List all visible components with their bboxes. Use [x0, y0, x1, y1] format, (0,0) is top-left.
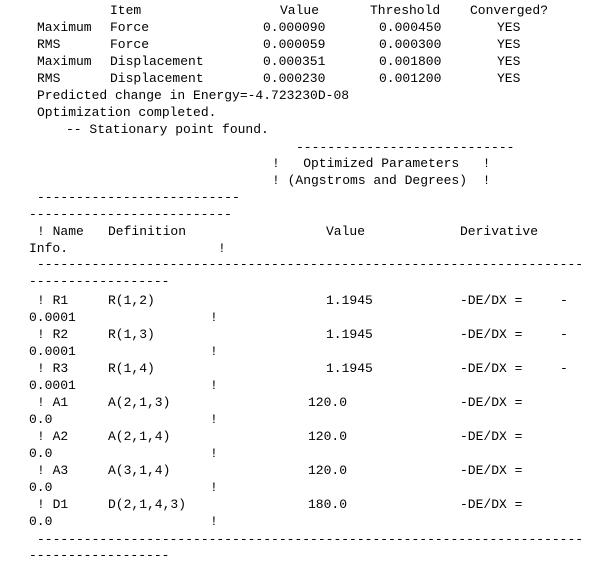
parameters-box-rule-2: --------------------------: [29, 207, 232, 222]
table-header-derivative: Derivative: [460, 224, 539, 239]
table-row-value: 180.0: [308, 497, 348, 512]
table-row-definition: R(1,3): [108, 327, 155, 342]
convergence-row-converged: YES: [497, 20, 521, 35]
convergence-row-threshold: 0.000450: [379, 20, 442, 35]
table-row-bang: !: [210, 378, 218, 393]
table-row-dash: -: [560, 293, 568, 308]
stationary-point-found: -- Stationary point found.: [66, 122, 269, 137]
table-row-definition: R(1,2): [108, 293, 155, 308]
convergence-row-label-b: Displacement: [110, 71, 204, 86]
table-row-bang: !: [210, 344, 218, 359]
table-closing-rule-short: ------------------: [29, 548, 170, 563]
convergence-row-converged: YES: [497, 71, 521, 86]
predicted-energy-change: Predicted change in Energy=-4.723230D-08: [37, 88, 350, 103]
table-row-info: 0.0: [29, 446, 53, 461]
table-row-info: 0.0: [29, 480, 53, 495]
convergence-row-threshold: 0.001200: [379, 71, 442, 86]
table-row-name: ! R3: [37, 361, 69, 376]
table-row-name: ! A2: [37, 429, 69, 444]
convergence-row-converged: YES: [497, 54, 521, 69]
table-header-name: ! Name: [37, 224, 84, 239]
convergence-row-label-a: Maximum: [37, 54, 92, 69]
table-row-derivative: -DE/DX =: [460, 497, 523, 512]
table-row-name: ! A1: [37, 395, 69, 410]
table-row-derivative: -DE/DX =: [460, 463, 523, 478]
table-row-definition: A(2,1,3): [108, 395, 171, 410]
table-row-value: 1.1945: [326, 293, 373, 308]
table-row-derivative: -DE/DX =: [460, 327, 523, 342]
table-row-dash: -: [560, 361, 568, 376]
table-row-definition: A(2,1,4): [108, 429, 171, 444]
convergence-row-value: 0.000351: [263, 54, 326, 69]
table-row-info: 0.0: [29, 412, 53, 427]
convergence-header-converged: Converged?: [470, 3, 549, 18]
table-row-dash: -: [560, 327, 568, 342]
table-row-value: 120.0: [308, 395, 348, 410]
convergence-row-threshold: 0.001800: [379, 54, 442, 69]
table-closing-rule-full: ----------------------------------------------------------------------: [37, 532, 584, 547]
table-row-derivative: -DE/DX =: [460, 395, 523, 410]
parameters-box-bottom-rule: --------------------------: [37, 190, 240, 205]
table-row-info: 0.0: [29, 514, 53, 529]
table-row-derivative: -DE/DX =: [460, 361, 523, 376]
parameters-box-title: ! Optimized Parameters !: [272, 156, 491, 171]
convergence-row-label-b: Force: [110, 37, 150, 52]
parameters-box-units: ! (Angstroms and Degrees) !: [272, 173, 491, 188]
convergence-row-threshold: 0.000300: [379, 37, 442, 52]
table-row-name: ! D1: [37, 497, 69, 512]
convergence-row-label-a: RMS: [37, 71, 61, 86]
table-row-bang: !: [210, 480, 218, 495]
table-row-name: ! A3: [37, 463, 69, 478]
table-row-value: 1.1945: [326, 361, 373, 376]
table-header-definition: Definition: [108, 224, 187, 239]
table-header-info-bang: !: [218, 241, 226, 256]
convergence-header-threshold: Threshold: [370, 3, 441, 18]
table-rule-full: ----------------------------------------------------------------------: [37, 257, 584, 272]
table-row-bang: !: [210, 310, 218, 325]
convergence-header-item: Item: [110, 3, 142, 18]
convergence-header-value: Value: [280, 3, 320, 18]
convergence-row-converged: YES: [497, 37, 521, 52]
table-row-bang: !: [210, 446, 218, 461]
table-row-value: 1.1945: [326, 327, 373, 342]
table-row-info: 0.0001: [29, 344, 76, 359]
convergence-row-value: 0.000230: [263, 71, 326, 86]
table-header-value: Value: [326, 224, 366, 239]
table-row-derivative: -DE/DX =: [460, 429, 523, 444]
table-row-value: 120.0: [308, 429, 348, 444]
table-row-definition: R(1,4): [108, 361, 155, 376]
optimization-completed: Optimization completed.: [37, 105, 217, 120]
table-row-definition: A(3,1,4): [108, 463, 171, 478]
convergence-row-label-a: RMS: [37, 37, 61, 52]
convergence-row-label-b: Force: [110, 20, 150, 35]
table-row-name: ! R1: [37, 293, 69, 308]
table-row-name: ! R2: [37, 327, 69, 342]
convergence-row-value: 0.000059: [263, 37, 326, 52]
table-row-info: 0.0001: [29, 310, 76, 325]
convergence-row-label-a: Maximum: [37, 20, 92, 35]
table-row-derivative: -DE/DX =: [460, 293, 523, 308]
table-row-info: 0.0001: [29, 378, 76, 393]
convergence-row-label-b: Displacement: [110, 54, 204, 69]
table-row-bang: !: [210, 514, 218, 529]
table-row-definition: D(2,1,4,3): [108, 497, 187, 512]
table-header-info: Info.: [29, 241, 69, 256]
table-row-bang: !: [210, 412, 218, 427]
convergence-row-value: 0.000090: [263, 20, 326, 35]
table-rule-short: ------------------: [29, 274, 170, 289]
table-row-value: 120.0: [308, 463, 348, 478]
parameters-box-top-rule: ----------------------------: [296, 140, 515, 155]
